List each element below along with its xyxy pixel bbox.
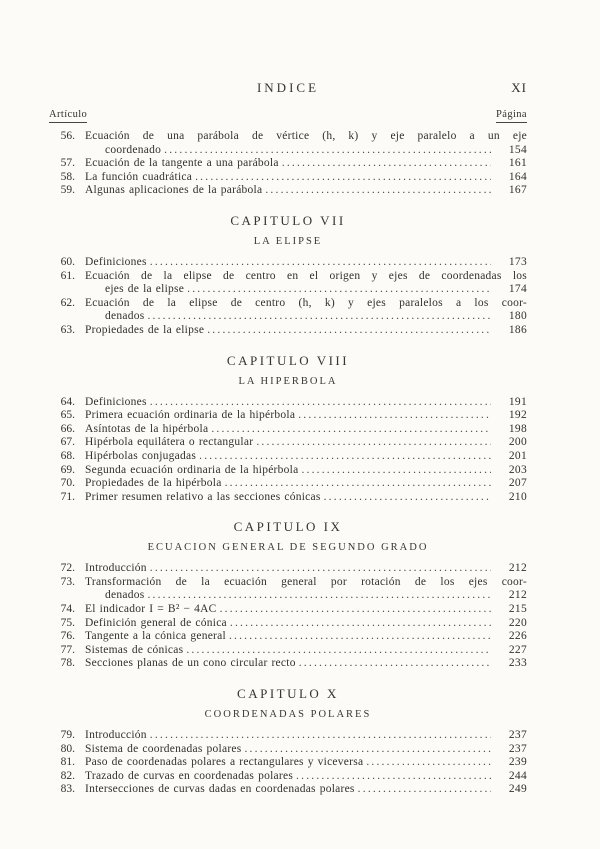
dot-leader (220, 603, 491, 617)
toc-entry-line (49, 589, 527, 603)
toc-entry-line (49, 270, 527, 284)
dot-leader (299, 657, 491, 671)
toc-entry (49, 576, 527, 603)
dot-leader (366, 756, 491, 770)
entry-number: 75. (60, 616, 75, 629)
dot-leader (230, 617, 491, 631)
entry-page: 210 (508, 490, 527, 503)
entry-title: Primera ecuación ordinaria de la hipérbola (85, 409, 296, 422)
toc-entry-line (49, 450, 527, 464)
toc-entry (49, 409, 527, 423)
entry-page: 167 (508, 184, 527, 197)
entry-page: 180 (508, 310, 527, 323)
entry-title-continued: coordenado (105, 143, 162, 156)
entry-page: 200 (508, 436, 527, 449)
entry-page: 192 (508, 409, 527, 422)
toc-entry (49, 297, 527, 324)
toc-entry (49, 324, 527, 338)
toc-entry-line (49, 396, 527, 410)
toc-entry-line (49, 657, 527, 671)
entry-number: 67. (60, 436, 75, 449)
entry-title: Sistema de coordenadas polares (85, 742, 242, 755)
entry-number: 78. (60, 657, 75, 670)
entry-title: Sistemas de cónicas (85, 643, 184, 656)
page-header (49, 80, 527, 96)
toc-entry-line (49, 743, 527, 757)
entry-title-continued: ejes de la elipse (105, 283, 185, 296)
page-title: INDICE (256, 80, 320, 95)
entry-number: 66. (60, 422, 75, 435)
entry-page: 173 (508, 255, 527, 268)
toc-entry (49, 423, 527, 437)
toc-entry (49, 657, 527, 671)
entry-number: 59. (60, 184, 75, 197)
entry-page: 237 (508, 742, 527, 755)
dot-leader (265, 184, 491, 198)
chapter-heading: CAPITULO IX (233, 519, 343, 535)
toc-entry-line (49, 171, 527, 185)
toc-entry (49, 130, 527, 157)
toc-entry-line (49, 464, 527, 478)
entry-title: Definiciones (85, 395, 147, 408)
toc-entry (49, 770, 527, 784)
entry-number: 60. (60, 255, 75, 268)
entry-title: Primer resumen relativo a las secciones cónicas (85, 490, 321, 503)
entry-page: 215 (508, 603, 527, 616)
dot-leader (147, 310, 491, 324)
toc-entry-line (49, 436, 527, 450)
toc-entry-line (49, 617, 527, 631)
entry-page: 203 (508, 463, 527, 476)
entry-number: 81. (60, 756, 75, 769)
entry-number: 65. (60, 409, 75, 422)
toc-entry-line (49, 283, 527, 297)
toc-entry-line (49, 576, 527, 590)
entry-title: Ecuación de la tangente a una parábola (85, 157, 279, 170)
entry-page: 186 (508, 323, 527, 336)
dot-leader (225, 477, 491, 491)
toc-entry (49, 783, 527, 797)
dot-leader (256, 436, 491, 450)
entry-title: Ecuación de una parábola de vértice (h, k) y eje paralelo a un eje (85, 130, 527, 142)
toc-entry-line (49, 184, 527, 198)
entry-page: 154 (508, 143, 527, 156)
entry-number: 57. (60, 157, 75, 170)
entry-page: 220 (508, 616, 527, 629)
toc-entry-line (49, 310, 527, 324)
entry-page: 207 (508, 477, 527, 490)
toc-entry-line (49, 756, 527, 770)
chapter-subtitle: LA HIPERBOLA (238, 375, 338, 387)
dot-leader (150, 396, 491, 410)
toc-entry (49, 729, 527, 743)
dot-leader (324, 491, 491, 505)
entry-title: Tangente a la cónica general (85, 630, 226, 643)
toc-entry-line (49, 409, 527, 423)
entry-number: 79. (60, 729, 75, 742)
entry-page: 161 (508, 157, 527, 170)
toc-entry (49, 464, 527, 478)
entry-title: Secciones planas de un cono circular recto (85, 657, 296, 670)
entry-title: Hipérbola equilátera o rectangular (85, 436, 254, 449)
toc-entry-line (49, 157, 527, 171)
entry-number: 80. (60, 742, 75, 755)
dot-leader (147, 589, 491, 603)
toc-entry (49, 603, 527, 617)
entry-page: 226 (508, 630, 527, 643)
entry-title: Paso de coordenadas polares a rectangulares y viceversa (85, 756, 364, 769)
chapter-heading: CAPITULO VIII (226, 352, 350, 368)
dot-leader (164, 144, 491, 158)
dot-leader (150, 729, 491, 743)
dot-leader (229, 630, 491, 644)
toc-entry-line (49, 256, 527, 270)
table-of-contents (49, 130, 527, 797)
entry-number: 56. (60, 130, 75, 142)
entry-page: 233 (508, 657, 527, 670)
entry-page: 227 (508, 643, 527, 656)
entry-number: 68. (60, 449, 75, 462)
toc-entry (49, 450, 527, 464)
dot-leader (244, 743, 491, 757)
entry-title: Ecuación de la elipse de centro en el origen y ejes de coordenadas los (85, 269, 527, 282)
toc-entry (49, 256, 527, 270)
entry-title: Definición general de cónica (85, 616, 227, 629)
entry-title: Propiedades de la elipse (85, 323, 205, 336)
toc-entry (49, 270, 527, 297)
toc-entry (49, 562, 527, 576)
entry-number: 83. (60, 783, 75, 796)
entry-page: 212 (508, 589, 527, 602)
entry-page: 239 (508, 756, 527, 769)
toc-entry (49, 644, 527, 658)
entry-title: Asíntotas de la hipérbola (85, 422, 209, 435)
chapter-heading: CAPITULO X (237, 686, 339, 702)
toc-entry-line (49, 423, 527, 437)
entry-page: 201 (508, 449, 527, 462)
column-header-pagina: Página (496, 109, 527, 123)
entry-page: 244 (508, 769, 527, 782)
entry-page: 198 (508, 422, 527, 435)
toc-entry-line (49, 644, 527, 658)
dot-leader (195, 171, 491, 185)
dot-leader (150, 562, 491, 576)
entry-title: El indicador I = B² − 4AC (85, 603, 217, 616)
entry-number: 62. (60, 296, 75, 309)
chapter-heading: CAPITULO VII (230, 212, 346, 228)
toc-entry-line (49, 729, 527, 743)
entry-number: 64. (60, 395, 75, 408)
entry-title-continued: denados (105, 310, 145, 323)
entry-number: 61. (60, 269, 75, 282)
entry-number: 58. (60, 170, 75, 183)
entry-number: 74. (60, 603, 75, 616)
dot-leader (150, 256, 491, 270)
folio-page-number: XI (511, 80, 527, 95)
entry-page: 237 (508, 729, 527, 742)
toc-entry-line (49, 144, 527, 158)
toc-entry-line (49, 603, 527, 617)
chapter-subtitle: COORDENADAS POLARES (204, 709, 372, 721)
dot-leader (358, 783, 491, 797)
toc-entry-line (49, 324, 527, 338)
entry-title: Ecuación de la elipse de centro (h, k) y ejes paralelos a los coor- (85, 296, 527, 309)
toc-entry-line (49, 491, 527, 505)
entry-page: 164 (508, 170, 527, 183)
entry-title: Transformación de la ecuación general por rotación de los ejes coor- (85, 575, 527, 588)
entry-number: 76. (60, 630, 75, 643)
entry-number: 73. (60, 575, 75, 588)
chapter-subtitle: ECUACION GENERAL DE SEGUNDO GRADO (147, 542, 429, 554)
entry-number: 71. (60, 490, 75, 503)
entry-title: Introducción (85, 562, 147, 575)
toc-entry (49, 630, 527, 644)
dot-leader (296, 770, 491, 784)
entry-title: Algunas aplicaciones de la parábola (85, 184, 263, 197)
toc-entry (49, 617, 527, 631)
entry-number: 77. (60, 643, 75, 656)
entry-title: Hipérbolas conjugadas (85, 449, 197, 462)
toc-entry (49, 396, 527, 410)
toc-entry (49, 157, 527, 171)
entry-title: Segunda ecuación ordinaria de la hipérbola (85, 463, 299, 476)
toc-entry-line (49, 297, 527, 311)
entry-title: Intersecciones de curvas dadas en coordenadas polares (85, 783, 355, 796)
entry-number: 70. (60, 477, 75, 490)
dot-leader (186, 644, 491, 658)
toc-entry (49, 171, 527, 185)
toc-entry-line (49, 783, 527, 797)
toc-entry-line (49, 562, 527, 576)
dot-leader (207, 324, 491, 338)
toc-entry (49, 184, 527, 198)
entry-number: 82. (60, 769, 75, 782)
toc-entry-line (49, 770, 527, 784)
column-header-articulo: Artículo (49, 109, 87, 123)
entry-title: Definiciones (85, 255, 147, 268)
entry-title: Propiedades de la hipérbola (85, 477, 222, 490)
chapter-subtitle: LA ELIPSE (253, 235, 323, 247)
toc-entry-line (49, 130, 527, 144)
toc-entry-line (49, 477, 527, 491)
toc-entry (49, 743, 527, 757)
entry-number: 72. (60, 562, 75, 575)
toc-entry (49, 491, 527, 505)
entry-title-continued: denados (105, 589, 145, 602)
entry-page: 191 (508, 395, 527, 408)
entry-number: 69. (60, 463, 75, 476)
dot-leader (187, 283, 491, 297)
dot-leader (211, 423, 491, 437)
toc-entry (49, 477, 527, 491)
toc-entry (49, 756, 527, 770)
dot-leader (298, 409, 491, 423)
dot-leader (301, 464, 491, 478)
toc-entry-line (49, 630, 527, 644)
entry-title: Trazado de curvas en coordenadas polares (85, 769, 294, 782)
entry-title: La función cuadrática (85, 170, 193, 183)
entry-page: 212 (508, 562, 527, 575)
column-headers (49, 109, 527, 123)
entry-title: Introducción (85, 729, 147, 742)
dot-leader (282, 157, 491, 171)
dot-leader (199, 450, 491, 464)
entry-page: 249 (508, 783, 527, 796)
toc-entry (49, 436, 527, 450)
entry-page: 174 (508, 283, 527, 296)
entry-number: 63. (60, 323, 75, 336)
